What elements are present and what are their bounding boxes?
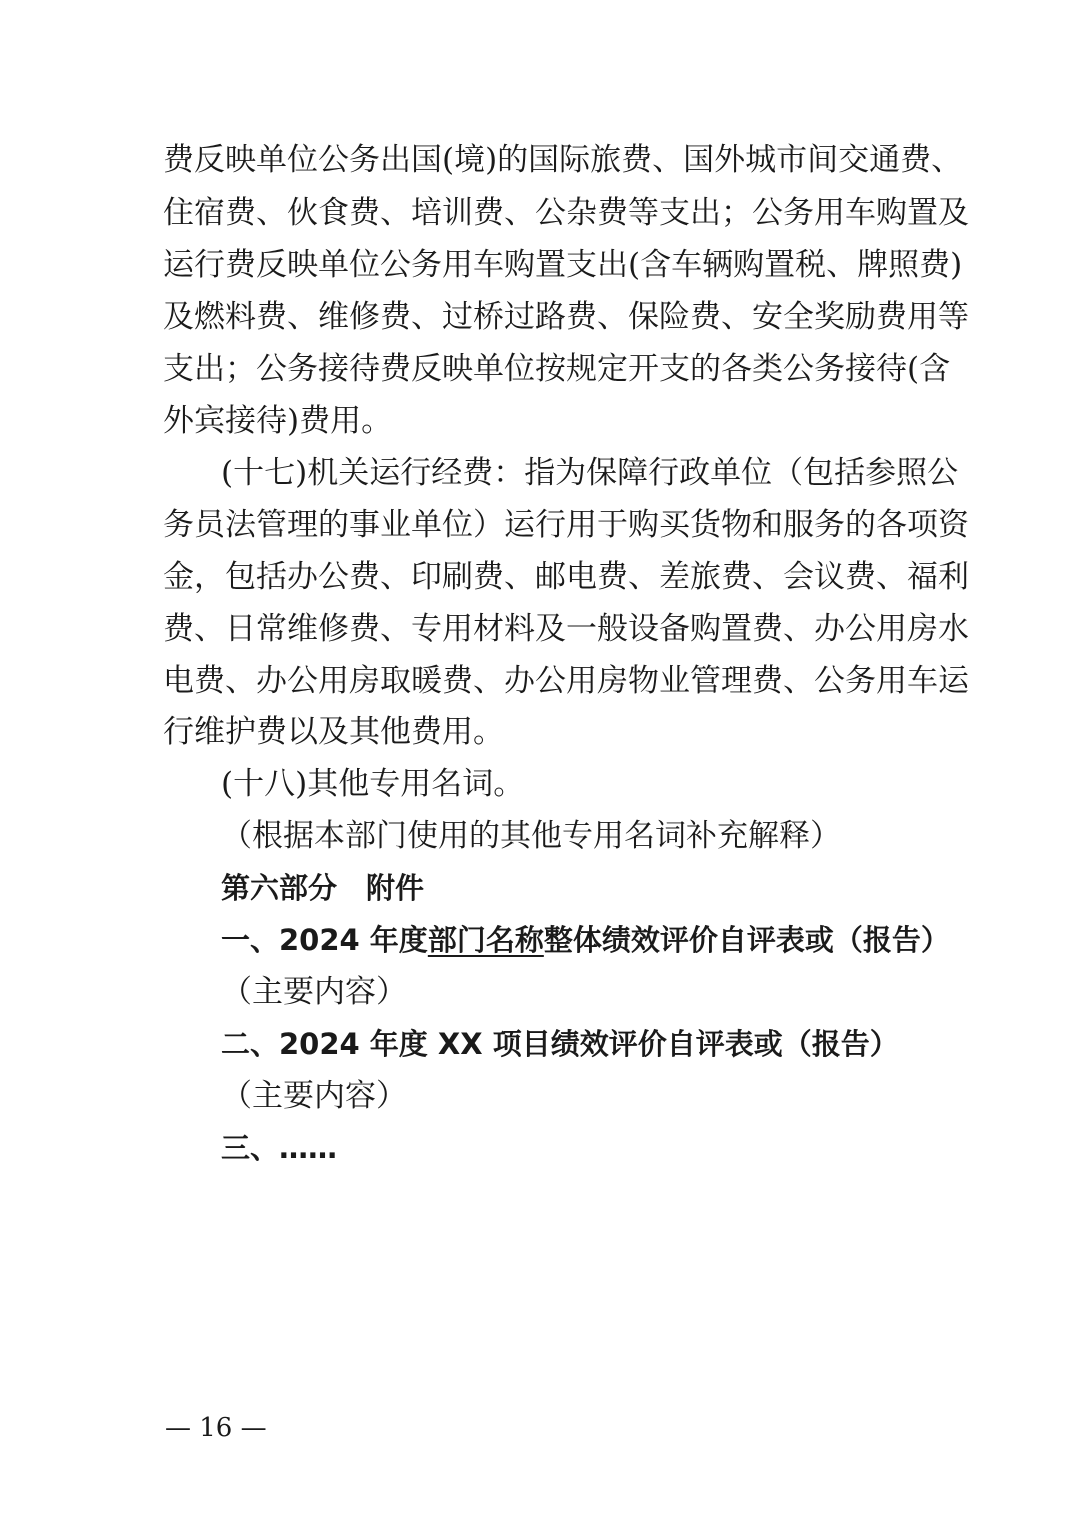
attachment-item-3: 三、…… [221,1131,338,1165]
attachment-item-1-suffix: 整体绩效评价自评表或（报告） [543,923,950,957]
section-title: 第六部分 附件 [221,871,425,905]
attachment-item-2-note: （主要内容） [221,1078,407,1114]
attachment-item-1-prefix: 一、2024 年度 [221,923,428,957]
body-line: 务员法管理的事业单位）运行用于购买货物和服务的各项资 [163,507,969,543]
body-line: 住宿费、伙食费、培训费、公杂费等支出；公务用车购置及 [163,195,969,231]
body-line: 外宾接待)费用。 [163,403,393,439]
body-line: (十七)机关运行经费：指为保障行政单位（包括参照公 [221,455,959,491]
body-line: 电费、办公用房取暖费、办公用房物业管理费、公务用车运 [163,663,969,699]
body-line: 支出；公务接待费反映单位按规定开支的各类公务接待(含 [163,351,951,387]
attachment-item-2: 二、2024 年度 XX 项目绩效评价自评表或（报告） [221,1027,899,1061]
body-line: 费反映单位公务出国(境)的国际旅费、国外城市间交通费、 [163,142,963,178]
body-line: 金，包括办公费、印刷费、邮电费、差旅费、会议费、福利 [163,559,969,595]
body-line: 行维护费以及其他费用。 [163,714,504,750]
body-line: 及燃料费、维修费、过桥过路费、保险费、安全奖励费用等 [163,299,969,335]
attachment-item-1-note: （主要内容） [221,974,407,1010]
body-line: 运行费反映单位公务用车购置支出(含车辆购置税、牌照费) [163,247,963,283]
attachment-item-1 [221,914,950,966]
body-line: （根据本部门使用的其他专用名词补充解释） [221,818,841,854]
page-number: — 16 — [165,1413,267,1443]
body-line: 费、日常维修费、专用材料及一般设备购置费、办公用房水 [163,611,969,647]
attachment-item-1-underlined: 部门名称 [427,923,544,957]
body-line: (十八)其他专用名词。 [221,766,525,802]
